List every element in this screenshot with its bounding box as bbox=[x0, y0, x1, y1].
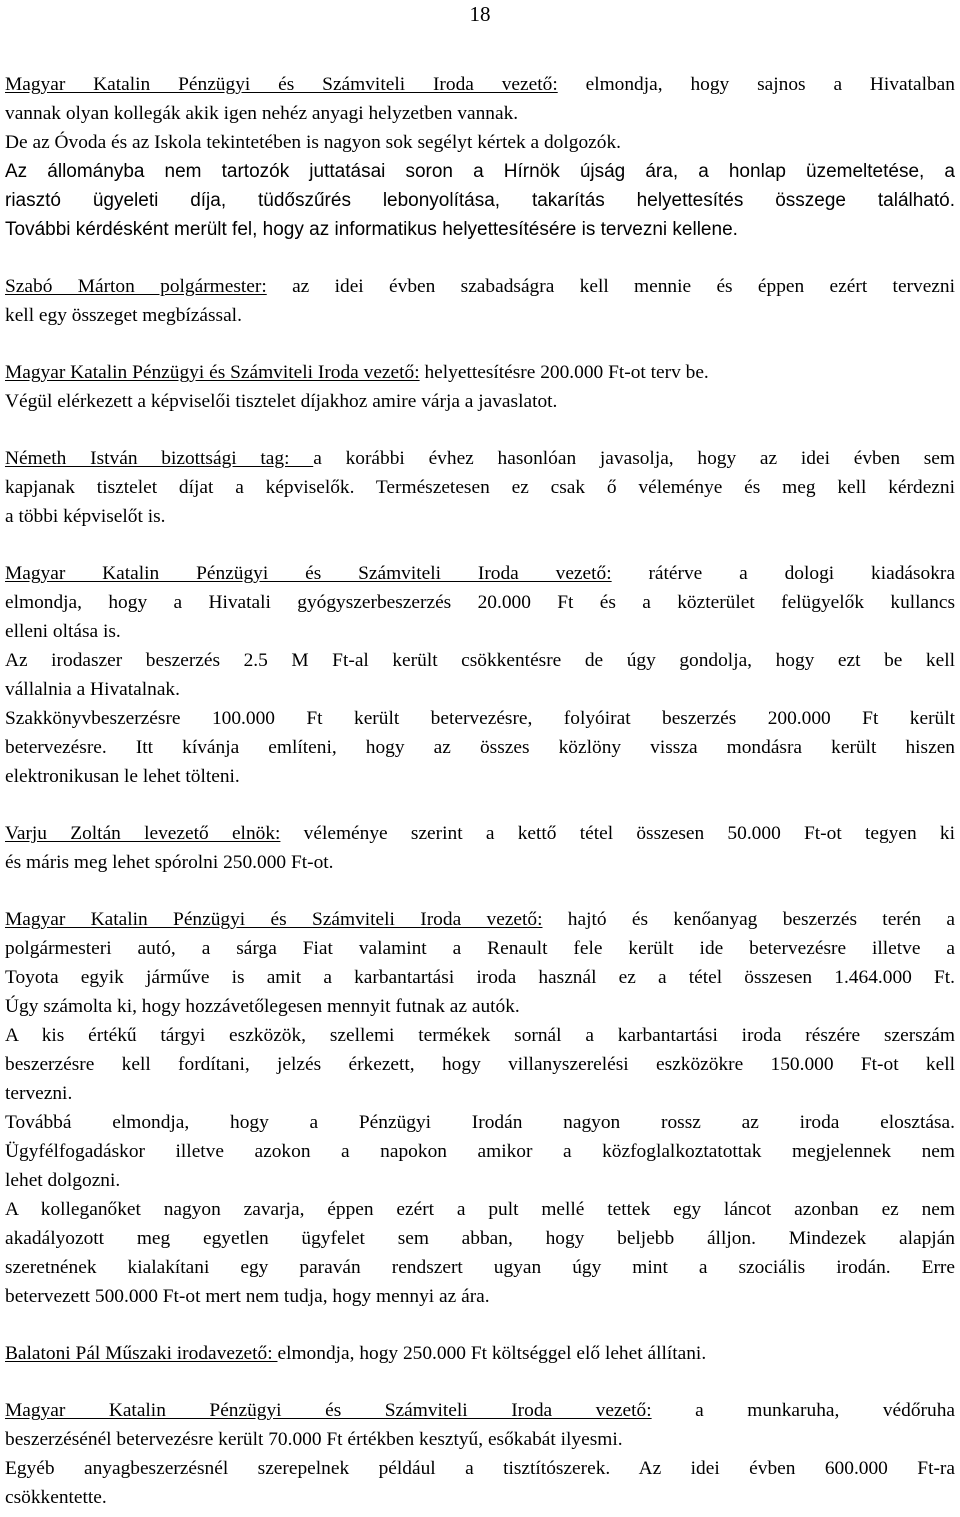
text-line: Az irodaszer beszerzés 2.5 M Ft-al került csökkentésre de úgy gondolja, hogy ezt be kell bbox=[5, 650, 955, 671]
text-line: polgármesteri autó, a sárga Fiat valamint a Renault fele került ide betervezésre illetve a bbox=[5, 938, 955, 959]
text-line: csökkentette. bbox=[5, 1487, 107, 1508]
text-line: elleni oltása is. bbox=[5, 621, 121, 642]
text-line: elmondja, hogy a Hivatali gyógyszerbeszerzés 20.000 Ft és a közterület felügyelők kullancs bbox=[5, 592, 955, 613]
text-line: Ügyfélfogadáskor illetve azokon a napokon amikor a közfoglalkoztatottak megjelennek nem bbox=[5, 1141, 955, 1162]
paragraph-5 bbox=[5, 559, 955, 791]
speaker-name: Magyar Katalin Pénzügyi és Számviteli Iroda vezető: bbox=[5, 909, 543, 930]
text-line: tervezni. bbox=[5, 1083, 73, 1104]
paragraph-2 bbox=[5, 272, 955, 330]
text-line bbox=[5, 70, 955, 99]
text-line: További kérdésként merült fel, hogy az informatikus helyettesítésére is tervezni kellene. bbox=[5, 219, 738, 240]
statement-text: az idei évben szabadságra kell mennie és éppen ezért tervezni bbox=[266, 276, 955, 297]
speaker-name: Balatoni Pál Műszaki irodavezető: bbox=[5, 1343, 278, 1364]
text-line: Továbbá elmondja, hogy a Pénzügyi Irodán nagyon rossz az iroda elosztása. bbox=[5, 1112, 955, 1133]
statement-text: a munkaruha, védőruha bbox=[651, 1400, 956, 1421]
speaker-name: Magyar Katalin Pénzügyi és Számviteli Iroda vezető: bbox=[5, 1400, 652, 1421]
text-line bbox=[5, 819, 955, 848]
text-line: lehet dolgozni. bbox=[5, 1170, 121, 1191]
text-line: Úgy számolta ki, hogy hozzávetőlegesen mennyit futnak az autók. bbox=[5, 996, 520, 1017]
page-number: 18 bbox=[469, 2, 491, 26]
statement-text: helyettesítésre 200.000 Ft-ot terv be. bbox=[419, 362, 709, 383]
speaker-name: Magyar Katalin Pénzügyi és Számviteli Iroda vezető: bbox=[5, 362, 420, 383]
text-line bbox=[5, 444, 955, 473]
text-line: beszerzésre kell fordítani, jelzés érkezett, hogy villanyszerelési eszközökre 150.000 Ft-ot kell bbox=[5, 1054, 955, 1075]
text-line: riasztó ügyeleti díja, tüdőszűrés lebonyolítása, takarítás helyettesítés összege található. bbox=[5, 190, 955, 211]
text-line: Egyéb anyagbeszerzésnél szerepelnek például a tisztítószerek. Az idei évben 600.000 Ft-ra bbox=[5, 1458, 955, 1479]
statement-text: rátérve a dologi kiadásokra bbox=[611, 563, 955, 584]
text-line: Az állományba nem tartozók juttatásai soron a Hírnök újság ára, a honlap üzemeltetése, a bbox=[5, 161, 955, 182]
statement-text: hajtó és kenőanyag beszerzés terén a bbox=[542, 909, 955, 930]
text-line: és máris meg lehet spórolni 250.000 Ft-ot. bbox=[5, 852, 334, 873]
statement-text: véleménye szerint a kettő tétel összesen 50.000 Ft-ot tegyen ki bbox=[280, 823, 955, 844]
paragraph-1 bbox=[5, 70, 955, 244]
text-line: kell egy összeget megbízással. bbox=[5, 305, 242, 326]
text-line: kapjanak tisztelet díjat a képviselők. Természetesen ez csak ő véleménye és meg kell kérdezni bbox=[5, 477, 955, 498]
text-line bbox=[5, 905, 955, 934]
paragraph-4 bbox=[5, 444, 955, 531]
paragraph-9 bbox=[5, 1396, 955, 1512]
paragraph-3 bbox=[5, 358, 955, 416]
text-line: De az Óvoda és az Iskola tekintetében is nagyon sok segélyt kértek a dolgozók. bbox=[5, 132, 621, 153]
statement-text: elmondja, hogy sajnos a Hivatalban bbox=[557, 74, 955, 95]
text-line: betervezésre. Itt kívánja említeni, hogy az összes közlöny vissza mondásra került hiszen bbox=[5, 737, 955, 758]
text-line: akadályozott meg egyetlen ügyfelet sem abban, hogy beljebb álljon. Mindezek alapján bbox=[5, 1228, 955, 1249]
text-line: beszerzésénél betervezésre került 70.000 Ft értékben kesztyű, esőkabát ilyesmi. bbox=[5, 1429, 623, 1450]
speaker-name: Szabó Márton polgármester: bbox=[5, 276, 267, 297]
statement-text: a korábbi évhez hasonlóan javasolja, hogy az idei évben sem bbox=[313, 448, 955, 469]
paragraph-8 bbox=[5, 1339, 955, 1368]
text-line: A kis értékű tárgyi eszközök, szellemi termékek sornál a karbantartási iroda részére szerszám bbox=[5, 1025, 955, 1046]
text-line: Végül elérkezett a képviselői tisztelet díjakhoz amire várja a javaslatot. bbox=[5, 391, 558, 412]
text-line bbox=[5, 1396, 955, 1425]
paragraph-6 bbox=[5, 819, 955, 877]
text-line: szeretnének kialakítani egy paraván rendszert ugyan úgy mint a szociális irodán. Erre bbox=[5, 1257, 955, 1278]
text-line: betervezett 500.000 Ft-ot mert nem tudja, hogy mennyi az ára. bbox=[5, 1286, 490, 1307]
text-line: elektronikusan le lehet tölteni. bbox=[5, 766, 240, 787]
text-line bbox=[5, 1339, 955, 1368]
statement-text: elmondja, hogy 250.000 Ft költséggel elő lehet állítani. bbox=[277, 1343, 707, 1364]
speaker-name: Magyar Katalin Pénzügyi és Számviteli Iroda vezető: bbox=[5, 563, 612, 584]
speaker-name: Varju Zoltán levezető elnök: bbox=[5, 823, 281, 844]
text-line: vállalnia a Hivatalnak. bbox=[5, 679, 180, 700]
text-line: a többi képviselőt is. bbox=[5, 506, 166, 527]
text-line: vannak olyan kollegák akik igen nehéz anyagi helyzetben vannak. bbox=[5, 103, 519, 124]
text-line bbox=[5, 358, 955, 387]
text-line bbox=[5, 559, 955, 588]
text-line bbox=[5, 272, 955, 301]
document-body bbox=[5, 70, 955, 1512]
paragraph-7 bbox=[5, 905, 955, 1311]
text-line: Szakkönyvbeszerzésre 100.000 Ft került betervezésre, folyóirat beszerzés 200.000 Ft került bbox=[5, 708, 955, 729]
text-line: Toyota egyik járműve is amit a karbantartási iroda használ ez a tétel összesen 1.464.000 Ft. bbox=[5, 967, 955, 988]
speaker-name: Magyar Katalin Pénzügyi és Számviteli Iroda vezető: bbox=[5, 74, 558, 95]
text-line: A kolleganőket nagyon zavarja, éppen ezért a pult mellé tettek egy láncot azonban ez nem bbox=[5, 1199, 955, 1220]
speaker-name: Németh István bizottsági tag: bbox=[5, 448, 314, 469]
